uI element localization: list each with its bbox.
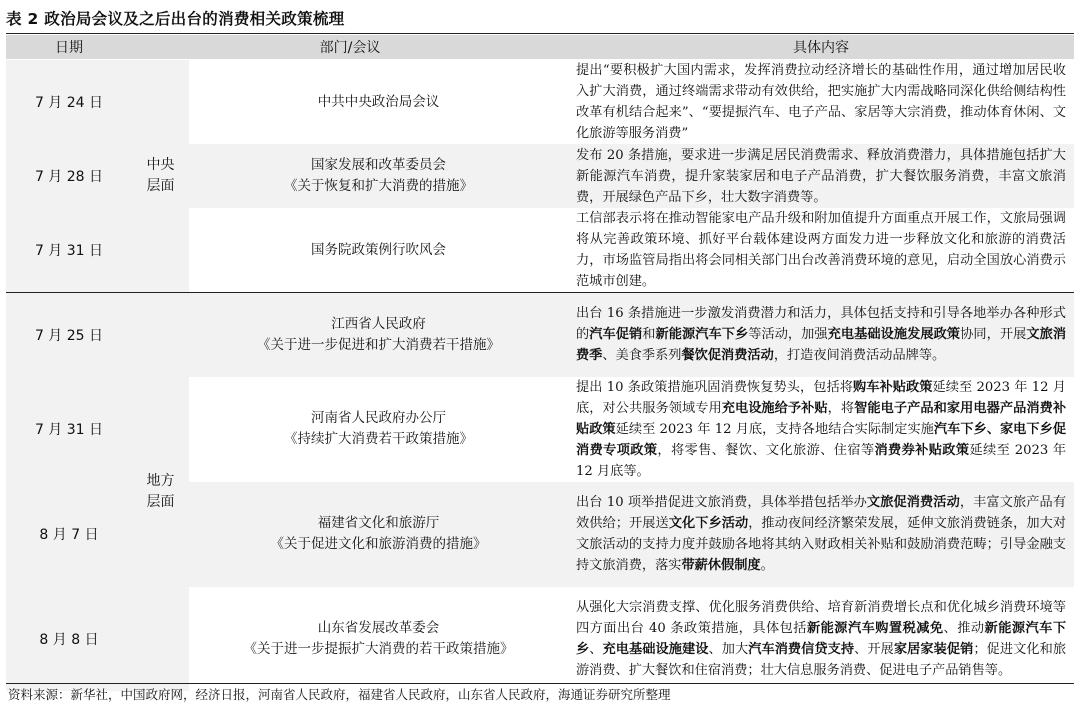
content-text: ，推动夜间经济繁荣发展，延伸文旅消费链条，加大对文旅活动的支持力度并鼓励各地将其纳入财政相关补贴和鼓励消费范畴；引导金融支持文旅消费，落实	[576, 516, 1067, 573]
highlighted-policy: 充电基础设施发展政策	[827, 327, 961, 343]
content-text: 从强化大宗消费支撑、优化服务消费供给、培育新消费增长点和优化城乡消费环境等四方面出台 40 条政策措施，具体包括	[576, 599, 1066, 636]
content-text: ，将	[827, 400, 855, 416]
content-text: 延续至 2023 年 12 月底等。	[576, 442, 1067, 479]
content-text: 发布 20 条措施，要求进一步满足居民消费需求、释放消费潜力，具体措施包括扩大新能源汽车消费，提升家装家居和电子产品消费，扩大餐饮服务消费，丰富文旅消费，开展绿色产品下乡，壮大数字消费等。	[576, 147, 1066, 205]
policy-document-name: 《关于进一步促进和扩大消费若干措施》	[257, 336, 500, 353]
header-content: 具体内容	[568, 35, 1074, 60]
content-cell	[568, 377, 1074, 482]
policy-document-name: 《关于进一步提振扩大消费的若干政策措施》	[243, 640, 514, 657]
content-text: 提出 10 条政策措施巩固消费恢复势头，包括将	[576, 379, 853, 395]
date-cell: 7 月 31 日	[6, 208, 132, 293]
content-text: 、开展	[854, 641, 894, 657]
date-cell: 7 月 28 日	[6, 144, 132, 208]
highlighted-policy: 汽车消费信贷支持	[748, 641, 855, 657]
group-label-text: 中央层面	[146, 157, 175, 194]
date-cell: 7 月 24 日	[6, 60, 132, 145]
policy-document-name: 《持续扩大消费若干政策措施》	[284, 431, 473, 447]
highlighted-policy: 充电设施给予补贴	[721, 400, 828, 416]
highlighted-policy: 新能源汽车下乡	[655, 327, 749, 343]
content-text: 延续至 2023 年 12 月底，支持各地结合实际制定实施	[615, 421, 934, 437]
content-text: ，丰富文旅产品有效供给；开展送	[576, 495, 1067, 531]
content-text: 、	[589, 641, 603, 657]
dept-name: 中共中央政治局会议	[317, 93, 440, 110]
dept-name: 河南省人民政府办公厅	[311, 410, 446, 426]
highlighted-policy: 智能电子产品和家用电器产品消费补贴政策	[576, 400, 1067, 437]
content-cell	[568, 293, 1074, 377]
highlighted-policy: 新能源汽车下乡	[576, 620, 1067, 657]
dept-cell	[189, 482, 568, 587]
highlighted-policy: 汽车促销	[589, 327, 643, 343]
dept-name: 江西省人民政府	[331, 315, 426, 332]
source-note: 资料来源：新华社，中国政府网，经济日报，河南省人民政府，福建省人民政府，山东省人民政府，海通证券研究所整理	[8, 687, 671, 702]
dept-cell	[189, 377, 568, 482]
content-text: 。	[760, 558, 774, 573]
dept-cell	[189, 587, 568, 691]
dept-cell	[189, 293, 568, 377]
content-text: 出台 10 项举措促进文旅消费，具体举措包括举办	[576, 495, 867, 510]
dept-name: 国务院政策例行吹风会	[311, 241, 446, 258]
dept-cell	[189, 60, 568, 145]
highlighted-policy: 充电基础设施建设	[602, 641, 709, 657]
title-rule	[6, 33, 1074, 34]
highlighted-policy: 餐饮促消费活动	[681, 348, 774, 364]
date-cell: 7 月 31 日	[6, 377, 132, 482]
dept-cell	[189, 144, 568, 208]
header-dept: 部门/会议	[132, 35, 568, 60]
content-text: ，将零售、餐饮、文化旅游、住宿等	[657, 442, 875, 458]
group-label-local	[132, 293, 189, 691]
highlighted-policy: 带薪休假制度	[681, 558, 761, 573]
content-cell	[568, 144, 1074, 208]
highlighted-policy: 文旅促消费活动	[866, 495, 960, 510]
date-cell: 8 月 7 日	[6, 482, 132, 587]
policy-document-name: 《关于恢复和扩大消费的措施》	[284, 178, 473, 194]
highlighted-policy: 购车补贴政策	[852, 379, 933, 395]
highlighted-policy: 新能源汽车购置税减免	[806, 620, 944, 636]
content-cell	[568, 482, 1074, 587]
content-cell	[568, 587, 1074, 691]
content-text: 工信部表示将在推动智能家电产品升级和附加值提升方面重点开展工作，文旅局强调将从完善政策环境、抓好平台载体建设两方面发力进一步释放文化和旅游的消费活力，市场监管局指出将会同相关部门出台改善消费环境的意见，启动全国放心消费示范城市创建。	[576, 211, 1066, 289]
content-text: 、推动	[943, 620, 985, 636]
date-cell: 8 月 8 日	[6, 587, 132, 691]
policy-table	[6, 35, 1074, 691]
table-title: 表 2 政治局会议及之后出台的消费相关政策梳理	[6, 10, 345, 28]
content-text: 等活动，加强	[748, 327, 828, 343]
content-cell	[568, 60, 1074, 145]
highlighted-policy: 文旅消费季	[576, 327, 1067, 364]
date-cell: 7 月 25 日	[6, 293, 132, 377]
content-text: 、美食季系列	[602, 348, 682, 364]
content-text: ；促进文化和旅游消费、扩大餐饮和住宿消费；壮大信息服务消费、促进电子产品销售等。	[576, 641, 1067, 678]
header-date: 日期	[6, 35, 132, 60]
content-text: ，打造夜间消费活动品牌等。	[773, 348, 946, 364]
content-cell	[568, 208, 1074, 293]
policy-document-name: 《关于促进文化和旅游消费的措施》	[270, 536, 487, 552]
group-label-central	[132, 60, 189, 293]
header-row	[6, 35, 1074, 60]
group-label-text: 地方层面	[146, 472, 175, 510]
content-text: 协同，开展	[960, 327, 1027, 343]
content-text: 提出“要积极扩大国内需求，发挥消费拉动经济增长的基础性作用，通过增加居民收入扩大消费，通过终端需求带动有效供给，把实施扩大内需战略同深化供给侧结构性改革有机结合起来”、“要提振汽车、电子产品、家居等大宗消费，推动体育休闲、文化旅游等服务消费”	[576, 63, 1066, 141]
content-text: 和	[642, 327, 656, 343]
dept-name: 福建省文化和旅游厅	[317, 515, 440, 531]
dept-name: 山东省发展改革委会	[317, 619, 440, 636]
highlighted-policy: 家居家装促销	[893, 641, 974, 657]
content-text: 出台 16 条措施进一步激发消费潜力和活力，具体包括支持和引导各地举办各种形式的	[576, 306, 1066, 343]
dept-cell	[189, 208, 568, 293]
highlighted-policy: 消费券补贴政策	[874, 442, 970, 458]
table-row	[6, 60, 1074, 145]
highlighted-policy: 文化下乡活动	[668, 516, 749, 531]
highlighted-policy: 汽车下乡、家电下乡促消费专项政策	[576, 421, 1067, 458]
content-text: 、加大	[708, 641, 749, 657]
content-text: 延续至 2023 年 12 月底，对公共服务领域专用	[576, 379, 1066, 416]
table-row	[6, 293, 1074, 377]
dept-name: 国家发展和改革委员会	[311, 157, 446, 173]
